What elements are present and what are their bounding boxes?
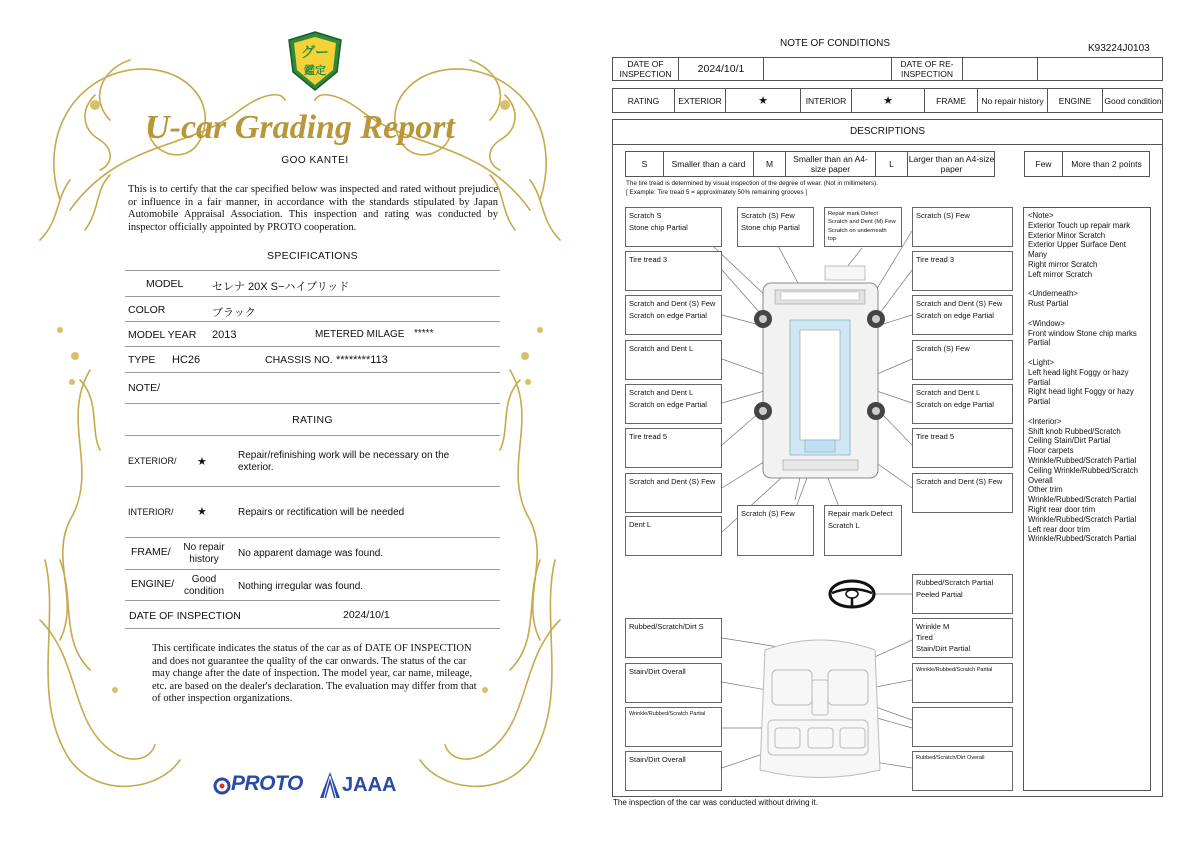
legend-text-l: Larger than an A4-size paper [908, 154, 995, 174]
subtitle: GOO KANTEI [281, 155, 349, 166]
note-box: Scratch and Dent (S) Few Scratch on edge Partial [625, 295, 722, 335]
note-box: Rubbed/Scratch/Dirt Overall [912, 751, 1013, 791]
frame-rating: No repair history [183, 542, 225, 565]
date-inspection-label: DATE OF INSPECTION [613, 58, 679, 80]
divider [125, 372, 500, 373]
report-title-text: U-car Grading Report [145, 109, 455, 146]
metered-mileage-label: METERED MILAGE [315, 329, 405, 340]
note-box: Scratch (S) Few Stone chip Partial [737, 207, 814, 247]
note-box: Scratch and Dent (S) Few [912, 473, 1013, 513]
model-year-value: 2013 [212, 329, 237, 341]
divider [125, 628, 500, 629]
date-reinspection-label: DATE OF RE-INSPECTION [892, 58, 963, 80]
note-box: Stain/Dirt Overall [625, 751, 722, 791]
divider [125, 537, 500, 538]
chassis-value: ********113 [336, 354, 388, 366]
divider [125, 486, 500, 487]
divider [125, 321, 500, 322]
divider [125, 403, 500, 404]
report-title [100, 100, 500, 148]
specifications-heading: SPECIFICATIONS [267, 250, 358, 262]
metered-mileage-value: ***** [414, 328, 434, 339]
date-of-inspection-value: 2024/10/1 [343, 609, 390, 621]
legend-key-few: Few [1025, 152, 1063, 176]
divider [125, 435, 500, 436]
car-top-view-icon [754, 266, 885, 478]
divider [125, 600, 500, 601]
legend-key-m: M [754, 152, 786, 176]
note-box: Scratch and Dent (S) Few [625, 473, 722, 513]
note-box: Scratch and Dent (S) Few Scratch on edge Partial [912, 295, 1013, 335]
proto-logo-text: PROTO [231, 772, 303, 795]
date-of-inspection-label: DATE OF INSPECTION [129, 610, 241, 622]
color-value: ブラック [212, 307, 256, 319]
svg-text:鑑定: 鑑定 [304, 65, 326, 77]
exterior-rating: ★ [197, 456, 207, 468]
note-box: Tire tread 5 [912, 428, 1013, 468]
interior-label: INTERIOR/ [128, 507, 174, 517]
model-year-label: MODEL YEAR [128, 329, 197, 341]
note-label: NOTE/ [128, 382, 161, 394]
report-id: K93224J0103 [1088, 43, 1150, 54]
svg-text:グー: グー [301, 44, 329, 60]
divider [125, 569, 500, 570]
exterior-description: Repair/refinishing work will be necessary on the exterior. [238, 450, 450, 473]
model-value: セレナ 20X S−ハイブリッド [212, 281, 350, 293]
divider [125, 270, 500, 271]
legend-text-few: More than 2 points [1071, 159, 1142, 169]
type-value: HC26 [172, 354, 201, 366]
note-box [912, 707, 1013, 747]
engine-label: ENGINE [1048, 89, 1103, 112]
note-box: Scratch and Dent L Scratch on edge Partial [625, 384, 722, 424]
interior-rating: ★ [197, 506, 207, 518]
interior-rating: ★ [852, 89, 925, 112]
note-box: Wrinkle M Tired Stain/Dirt Partial [912, 618, 1013, 658]
note-box: Dent L [625, 516, 722, 556]
engine-value: Good condition [1104, 95, 1162, 106]
note-box: Stain/Dirt Overall [625, 663, 722, 703]
note-box: Scratch and Dent L [625, 340, 722, 380]
interior-label: INTERIOR [801, 89, 852, 112]
note-box: Scratch and Dent L Scratch on edge Partial [912, 384, 1013, 424]
legend-text-s: Smaller than a card [664, 152, 754, 176]
divider [125, 296, 500, 297]
note-box: Tire tread 3 [912, 251, 1013, 291]
note-box: Repair mark Defect Scratch and Dent (M) Few Scratch on underneath top [824, 207, 902, 247]
model-label: MODEL [146, 278, 184, 290]
note-box: Repair mark Defect Scratch L [824, 505, 902, 556]
note-box: Scratch (S) Few [737, 505, 814, 556]
interior-description: Repairs or rectification will be needed [238, 507, 405, 518]
note-box: Wrinkle/Rubbed/Scratch Partial [912, 663, 1013, 703]
note-box: Wrinkle/Rubbed/Scratch Partial [625, 707, 722, 747]
divider [125, 346, 500, 347]
note-box: Tire tread 5 [625, 428, 722, 468]
engine-rating: Good condition [183, 574, 225, 597]
rating-label: RATING [613, 89, 675, 112]
descriptions-heading: DESCRIPTIONS [849, 126, 925, 137]
notes-text: <Note> Exterior Touch up repair mark Exterior Minor Scratch Exterior Upper Surface Dent Many Right mirror Scratch Left mirror Scratch <Underneath> Rust Partial <Window> Front window Stone chip marks Partial <Light> Left head light Foggy or hazy Partial Right head light Foggy or hazy Partial <Interior> Shift knob Rubbed/Scratch Ceiling Stain/Dirt Partial Floor carpets Wrinkle/Rubbed/Scratch Partial Ceiling Wrinkle/Rubbed/Scratch Overall Other trim Wrinkle/Rubbed/Scratch Partial Right rear door trim Wrinkle/Rubbed/Scratch Partial Left rear door trim Wrinkle/Rubbed/Scratch Partial [1028, 211, 1138, 544]
exterior-label: EXTERIOR/ [128, 456, 177, 466]
tire-note-1: The tire tread is determined by visual inspection of the degree of wear. (Not in millimeters). [626, 180, 878, 187]
tire-note-2: [ Example: Tire tread 5 = approximately 50% remaining grooves ] [626, 189, 808, 196]
note-box: Scratch S Stone chip Partial [625, 207, 722, 247]
frame-label: FRAME/ [131, 546, 171, 558]
note-box: Rubbed/Scratch Partial Peeled Partial [912, 574, 1013, 614]
date-inspection-value: 2024/10/1 [679, 58, 764, 80]
note-box: Rubbed/Scratch/Dirt S [625, 618, 722, 658]
note-box: Scratch (S) Few [912, 207, 1013, 247]
conditions-title: NOTE OF CONDITIONS [780, 38, 890, 49]
note-box: Scratch (S) Few [912, 340, 1013, 380]
type-label: TYPE [128, 354, 156, 366]
jaaa-logo-icon [320, 772, 340, 800]
frame-value: No repair history [978, 89, 1048, 112]
steering-wheel-icon [830, 581, 874, 607]
car-interior-view-icon [760, 640, 880, 778]
legend-key-s: S [626, 152, 664, 176]
legend-key-l: L [876, 152, 908, 176]
legend-text-m: Smaller than an A4-size paper [786, 152, 876, 176]
goo-kantei-badge [285, 30, 345, 92]
frame-description: No apparent damage was found. [238, 548, 384, 559]
note-box: Tire tread 3 [625, 251, 722, 291]
engine-label: ENGINE/ [131, 578, 175, 590]
jaaa-logo-text: JAAA [342, 774, 397, 796]
color-label: COLOR [128, 304, 166, 316]
closing-paragraph: This certificate indicates the status of the car as of DATE OF INSPECTION and does not guarantee the quality of the car onwards. The status of the car may change after the date of inspection. The model year, car name, mileage, etc. are based on the dealer's declaration. The evaluation may differ from that of other inspection organizations. [152, 643, 477, 704]
engine-description: Nothing irregular was found. [238, 581, 364, 592]
note-of-conditions [600, 0, 1200, 848]
footer-note: The inspection of the car was conducted without driving it. [613, 798, 818, 807]
rating-heading: RATING [292, 414, 333, 426]
exterior-label: EXTERIOR [675, 89, 726, 112]
chassis-label: CHASSIS NO. [265, 354, 333, 366]
exterior-rating: ★ [726, 89, 801, 112]
intro-paragraph: This is to certify that the car specified below was inspected and rated without prejudice or influence in a fair manner, in accordance with the standards stipulated by Japan Automobile Appraisal Association. This inspection and rating was conducted by inspector officially appointed by PROTO cooperation. [128, 184, 498, 233]
frame-label: FRAME [925, 89, 978, 112]
notes-panel [1023, 207, 1151, 791]
logos [212, 770, 412, 802]
